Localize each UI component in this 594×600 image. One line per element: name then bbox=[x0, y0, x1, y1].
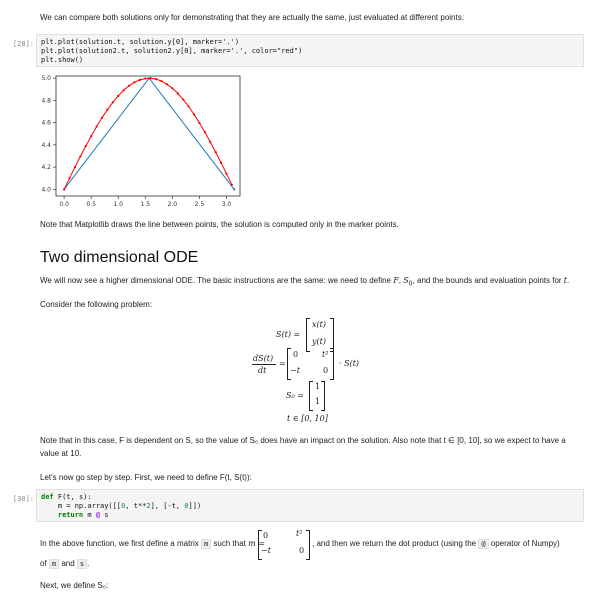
inline-code-m2: m bbox=[49, 559, 59, 569]
cell-prompt-30: [30]: bbox=[12, 495, 34, 503]
series-1-point bbox=[231, 184, 233, 186]
inline-m11: 0 bbox=[263, 531, 269, 540]
x-tick-label: 1.5 bbox=[140, 201, 151, 208]
para2-line2: value at 10. bbox=[40, 449, 82, 458]
eq2-equals: = bbox=[279, 359, 286, 368]
para1-comma: , bbox=[398, 276, 404, 285]
inline-matrix-bracket-right bbox=[306, 530, 310, 560]
series-1-point bbox=[193, 113, 195, 115]
series-1-point bbox=[85, 145, 87, 147]
inline-matrix-bracket-left bbox=[258, 530, 262, 560]
para1-mid: , and the bounds and evaluation points for bbox=[412, 276, 564, 285]
para5-a: of bbox=[40, 559, 49, 568]
y-tick-label: 4.6 bbox=[41, 119, 51, 127]
code-line-1 bbox=[41, 38, 579, 47]
y-tick-label: 4.8 bbox=[41, 97, 51, 105]
eq1-row2: y(t) bbox=[312, 337, 326, 346]
eq2-denominator: dt bbox=[258, 366, 267, 375]
y-tick-label: 4.4 bbox=[41, 141, 51, 149]
var-F: F bbox=[393, 276, 399, 285]
x-tick-label: 1.0 bbox=[113, 201, 124, 208]
para4-a: In the above function, we first define a matrix bbox=[40, 539, 201, 548]
code30-line-2: m = np.array([[0, t**2], [-t, 0]]) bbox=[41, 502, 202, 510]
series-1-point bbox=[128, 85, 130, 87]
eq2-rhs: · S(t) bbox=[339, 359, 360, 368]
para4-b: such that bbox=[211, 539, 249, 548]
inline-code-at: @ bbox=[478, 539, 488, 549]
series-1-point bbox=[133, 81, 135, 83]
code-line-3-text: plt.show() bbox=[41, 56, 84, 64]
inline-code-m: m bbox=[201, 539, 211, 549]
series-1-point bbox=[155, 78, 157, 80]
var-t: t bbox=[563, 276, 568, 285]
series-0-point bbox=[233, 188, 235, 190]
series-1-point bbox=[144, 77, 146, 79]
eq3-row1: 1 bbox=[315, 382, 321, 391]
para4 bbox=[40, 538, 265, 550]
eq2-fraction-bar bbox=[252, 364, 276, 365]
series-1-point bbox=[63, 188, 65, 190]
x-tick-label: 3.0 bbox=[221, 201, 232, 208]
code-cell-28[interactable] bbox=[36, 34, 584, 67]
code30-line-1: def F(t, s): bbox=[41, 493, 92, 501]
series-1-point bbox=[95, 125, 97, 127]
y-tick-label: 5.0 bbox=[41, 75, 51, 83]
series-1-point bbox=[220, 162, 222, 164]
series-1-point bbox=[182, 98, 184, 100]
code-line-2 bbox=[41, 47, 579, 56]
series-1-point bbox=[187, 105, 189, 107]
para3: Let's now go step by step. First, we need to define F(t, S(t)): bbox=[40, 473, 252, 482]
eq2-m12: t² bbox=[322, 350, 329, 359]
paragraph-define bbox=[40, 275, 569, 291]
eq2-bracket-left bbox=[287, 348, 291, 380]
series-1-point bbox=[79, 155, 81, 157]
eq1-lhs: S(t) = bbox=[276, 330, 301, 339]
inline-m22: 0 bbox=[299, 546, 305, 555]
x-tick-label: 0.0 bbox=[59, 201, 69, 208]
para2-line1: Note that in this case, F is dependent on S, so the value of S₀ does have an impact on the solution. Also note that t ∈ [0, 10], so we expect to have a bbox=[40, 436, 566, 445]
section-title: Two dimensional ODE bbox=[40, 249, 199, 266]
note-text: Note that Matplotlib draws the line between points, the solution is computed only in the marker points. bbox=[40, 220, 399, 229]
x-tick-label: 0.5 bbox=[86, 201, 96, 208]
series-1-point bbox=[209, 141, 211, 143]
eq3-bracket-right bbox=[321, 381, 325, 411]
series-1-point bbox=[150, 77, 152, 79]
consider-text: Consider the following problem: bbox=[40, 300, 153, 309]
inline-m12: t² bbox=[296, 529, 303, 538]
code30-line-3: return m @ s bbox=[57, 511, 109, 519]
inline-code-s: s bbox=[77, 559, 87, 569]
eq3-bracket-left bbox=[309, 381, 313, 411]
x-tick-label: 2.5 bbox=[194, 201, 205, 208]
eq1-bracket-right bbox=[330, 318, 334, 352]
para5 bbox=[40, 558, 89, 570]
para4-mvar: m = bbox=[248, 539, 265, 548]
series-1-point bbox=[112, 101, 114, 103]
series-1-point bbox=[139, 79, 141, 81]
inline-m21: −t bbox=[261, 546, 271, 555]
series-1-point bbox=[90, 135, 92, 137]
cell-prompt-28: [28]: bbox=[12, 40, 34, 48]
para5-b: and bbox=[59, 559, 77, 568]
eq3-lhs: S₀ = bbox=[286, 391, 304, 400]
y-tick-label: 4.2 bbox=[41, 164, 51, 172]
eq3-row2: 1 bbox=[315, 397, 321, 406]
para6: Next, we define S₀: bbox=[40, 581, 109, 590]
series-1-point bbox=[123, 89, 125, 91]
series-1-point bbox=[160, 80, 162, 82]
eq2-m21: −t bbox=[290, 366, 300, 375]
y-tick-label: 4.0 bbox=[41, 186, 51, 194]
series-1-point bbox=[117, 95, 119, 97]
para4-c: , and then we return the dot product (using the bbox=[312, 539, 479, 548]
series-1-point bbox=[166, 83, 168, 85]
series-1-point bbox=[177, 92, 179, 94]
plot-frame bbox=[56, 76, 240, 196]
eq2-m22: 0 bbox=[323, 366, 329, 375]
para4-d: operator of Numpy) bbox=[488, 539, 560, 548]
eq1-bracket-left bbox=[306, 318, 310, 352]
eq4: t ∈ [0, 10] bbox=[287, 414, 328, 423]
var-S0: S bbox=[403, 276, 409, 285]
eq2-numerator: dS(t) bbox=[253, 354, 274, 363]
series-1-point bbox=[171, 87, 173, 89]
eq1-row1: x(t) bbox=[312, 320, 326, 329]
code-cell-30[interactable] bbox=[36, 489, 584, 522]
code-line-2-text: plt.plot(solution2.t, solution2.y[0], marker='.', color="red") bbox=[41, 47, 303, 55]
code-line-1-text: plt.plot(solution.t, solution.y[0], marker='.') bbox=[41, 38, 240, 46]
para1-end: . bbox=[567, 276, 570, 285]
x-tick-label: 2.0 bbox=[167, 201, 178, 208]
series-1-point bbox=[68, 177, 70, 179]
series-1-point bbox=[198, 122, 200, 124]
eq2-bracket-right bbox=[330, 348, 334, 380]
var-S0-sub: 0 bbox=[408, 280, 413, 288]
series-1-point bbox=[101, 117, 103, 119]
series-1-point bbox=[106, 109, 108, 111]
code-line-3 bbox=[41, 56, 579, 65]
para5-c: . bbox=[87, 559, 90, 568]
para1-pre: We will now see a higher dimensional ODE. The basic instructions are the same: we need to define bbox=[40, 276, 394, 285]
series-1-point bbox=[225, 173, 227, 175]
series-1-point bbox=[204, 131, 206, 133]
eq2-m11: 0 bbox=[293, 350, 299, 359]
output-chart bbox=[36, 72, 246, 212]
series-1-point bbox=[215, 151, 217, 153]
intro-text: We can compare both solutions only for demonstrating that they are actually the same, just evaluated at different points: bbox=[40, 13, 464, 22]
para4-tail bbox=[312, 538, 560, 550]
series-1-point bbox=[74, 166, 76, 168]
